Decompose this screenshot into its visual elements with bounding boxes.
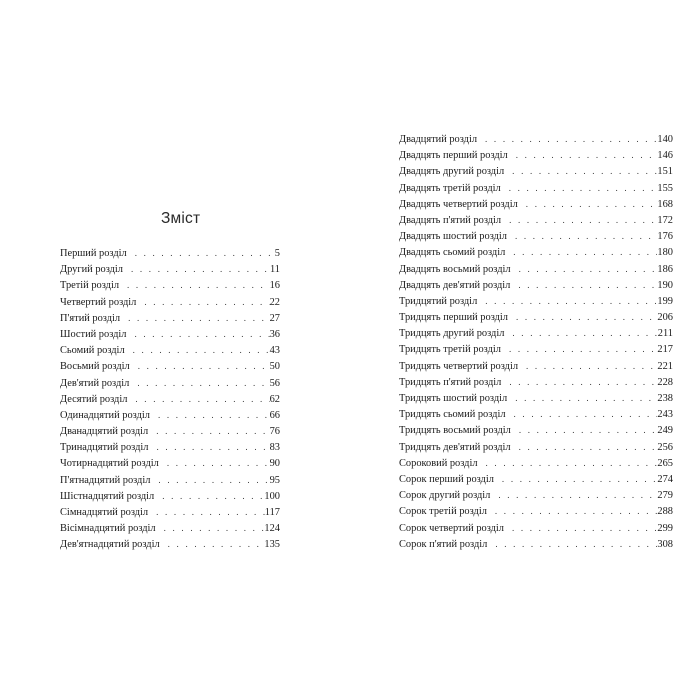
- toc-entry-label: П'ятий розділ: [60, 312, 121, 324]
- toc-entry[interactable]: [399, 180, 673, 196]
- dot-leader: [136, 294, 269, 310]
- toc-entry-label: Дванадцятий розділ: [60, 426, 149, 438]
- toc-entry-label: П'ятнадцятий розділ: [60, 474, 151, 486]
- toc-entry-label: Двадцять другий розділ: [399, 166, 505, 178]
- toc-entry-page-number: 274: [657, 473, 673, 485]
- toc-entry-label: Сімнадцятий розділ: [60, 507, 149, 518]
- dot-leader: [511, 422, 658, 438]
- toc-entry[interactable]: [399, 261, 673, 277]
- toc-entry[interactable]: [399, 341, 673, 357]
- toc-entry[interactable]: [399, 358, 673, 374]
- dot-leader: [127, 245, 275, 261]
- dot-leader: [511, 261, 658, 277]
- toc-entry[interactable]: [60, 342, 280, 358]
- right-page: [350, 0, 700, 700]
- toc-entry[interactable]: [60, 277, 280, 293]
- toc-entry-label: Шістнадцятий розділ: [60, 490, 155, 502]
- dot-leader: [501, 374, 657, 390]
- toc-entry-page-number: 228: [657, 376, 673, 388]
- dot-leader: [148, 439, 269, 455]
- toc-entry[interactable]: [399, 422, 673, 438]
- toc-entry-page-number: 180: [657, 247, 673, 259]
- toc-entry-label: Сорок третій розділ: [399, 506, 487, 518]
- dot-leader: [148, 504, 265, 520]
- dot-leader: [501, 341, 657, 357]
- toc-entry-page-number: 288: [657, 506, 673, 518]
- toc-entry-label: Тридцять шостий розділ: [399, 393, 508, 404]
- toc-entry[interactable]: [60, 326, 280, 342]
- toc-entry-label: Сорок четвертий розділ: [399, 522, 504, 534]
- dot-leader: [125, 342, 270, 358]
- toc-list-left: [60, 245, 280, 553]
- dot-leader: [154, 488, 264, 504]
- toc-entry-page-number: 155: [657, 182, 673, 194]
- toc-entry-page-number: 140: [657, 134, 673, 145]
- dot-leader: [518, 358, 657, 374]
- dot-leader: [123, 261, 270, 277]
- toc-entry-page-number: 11: [269, 264, 280, 276]
- toc-entry-page-number: 117: [264, 507, 280, 518]
- toc-entry[interactable]: [60, 488, 280, 504]
- toc-entry-label: Восьмий розділ: [60, 361, 130, 373]
- toc-entry-label: Сорок перший розділ: [399, 473, 494, 485]
- toc-entry-label: Сорок другий розділ: [399, 490, 491, 502]
- dot-leader: [487, 536, 657, 552]
- toc-entry[interactable]: [60, 472, 280, 488]
- toc-entry-label: Дев'ятий розділ: [60, 377, 130, 389]
- toc-entry[interactable]: [399, 196, 673, 212]
- dot-leader: [501, 212, 657, 228]
- toc-entry[interactable]: [60, 294, 280, 310]
- toc-entry-page-number: 151: [657, 166, 673, 178]
- toc-entry-page-number: 265: [657, 457, 673, 469]
- dot-leader: [160, 536, 265, 552]
- toc-entry-page-number: 56: [269, 377, 280, 389]
- toc-entry-page-number: 135: [264, 539, 280, 551]
- dot-leader: [504, 163, 657, 179]
- toc-entry[interactable]: [60, 439, 280, 455]
- toc-entry-label: Двадцять восьмий розділ: [399, 263, 511, 275]
- dot-leader: [518, 196, 658, 212]
- dot-leader: [148, 423, 269, 439]
- dot-leader: [478, 455, 658, 471]
- toc-entry[interactable]: [60, 504, 280, 520]
- toc-entry-label: Вісімнадцятий розділ: [60, 523, 156, 535]
- toc-entry-page-number: 146: [657, 150, 673, 162]
- toc-entry-label: Тридцять другий розділ: [399, 328, 505, 340]
- toc-entry-label: Двадцять дев'ятий розділ: [399, 279, 511, 291]
- dot-leader: [508, 309, 657, 325]
- toc-entry[interactable]: [399, 471, 673, 487]
- toc-entry-label: Десятий розділ: [60, 393, 128, 405]
- toc-entry-label: Двадцять шостий розділ: [399, 231, 507, 243]
- dot-leader: [505, 244, 657, 260]
- toc-entry[interactable]: [399, 147, 673, 163]
- dot-leader: [504, 325, 657, 341]
- toc-entry[interactable]: [60, 520, 280, 536]
- toc-entry-page-number: 221: [657, 360, 673, 372]
- toc-entry-label: Двадцятий розділ: [399, 134, 478, 145]
- toc-entry-page-number: 206: [657, 312, 673, 324]
- toc-entry-label: Сьомий розділ: [60, 345, 125, 357]
- toc-entry[interactable]: [399, 131, 673, 147]
- toc-entry-page-number: 27: [269, 312, 280, 324]
- toc-entry[interactable]: [60, 407, 280, 423]
- toc-entry[interactable]: [399, 293, 673, 309]
- toc-entry[interactable]: [60, 391, 280, 407]
- toc-entry-label: Тридцять перший розділ: [399, 312, 508, 324]
- toc-entry-label: Одинадцятий розділ: [60, 409, 150, 421]
- dot-leader: [494, 471, 657, 487]
- toc-entry[interactable]: [399, 228, 673, 244]
- toc-entry-page-number: 62: [269, 393, 280, 405]
- toc-entry-label: Тридцять восьмий розділ: [399, 425, 511, 437]
- dot-leader: [159, 455, 270, 471]
- toc-entry-label: Сорок п'ятий розділ: [399, 538, 488, 550]
- dot-leader: [150, 472, 269, 488]
- dot-leader: [120, 310, 270, 326]
- dot-leader: [119, 277, 270, 293]
- toc-entry[interactable]: [60, 358, 280, 374]
- toc-entry-label: Третій розділ: [60, 280, 120, 292]
- toc-entry-page-number: 186: [657, 263, 673, 275]
- toc-entry-label: Дев'ятнадцятий розділ: [60, 539, 160, 551]
- toc-entry-label: Тридцять четвертий розділ: [399, 360, 519, 372]
- toc-entry-label: Тридцятий розділ: [399, 295, 478, 307]
- dot-leader: [477, 293, 657, 309]
- dot-leader: [156, 520, 265, 536]
- dot-leader: [510, 277, 657, 293]
- dot-leader: [507, 228, 657, 244]
- toc-entry-page-number: 172: [657, 214, 673, 226]
- toc-entry-page-number: 66: [269, 409, 280, 421]
- toc-entry-page-number: 83: [269, 442, 280, 454]
- toc-entry-page-number: 217: [657, 344, 673, 356]
- toc-entry[interactable]: [399, 212, 673, 228]
- toc-entry-page-number: 190: [657, 279, 673, 291]
- dot-leader: [507, 390, 657, 406]
- toc-entry-label: Четвертий розділ: [60, 296, 137, 308]
- toc-entry[interactable]: [399, 406, 673, 422]
- toc-entry-label: Шостий розділ: [60, 328, 127, 340]
- toc-entry-page-number: 100: [264, 490, 280, 502]
- dot-leader: [127, 391, 269, 407]
- toc-entry-page-number: 43: [269, 345, 280, 357]
- toc-entry-page-number: 36: [269, 328, 280, 340]
- toc-entry[interactable]: [399, 163, 673, 179]
- dot-leader: [504, 520, 657, 536]
- toc-entry-page-number: 299: [657, 522, 673, 534]
- toc-entry-label: Другий розділ: [60, 264, 123, 276]
- dot-leader: [506, 406, 658, 422]
- toc-entry[interactable]: [60, 245, 280, 261]
- toc-title: Зміст: [161, 210, 201, 227]
- toc-entry-label: Тридцять п'ятий розділ: [399, 376, 502, 388]
- toc-entry-label: Двадцять сьомий розділ: [399, 247, 506, 259]
- toc-entry[interactable]: [399, 503, 673, 519]
- dot-leader: [150, 407, 270, 423]
- toc-entry[interactable]: [60, 455, 280, 471]
- toc-entry-label: Тридцять дев'ятий розділ: [399, 441, 511, 453]
- toc-entry-page-number: 238: [657, 393, 673, 404]
- toc-entry[interactable]: [399, 309, 673, 325]
- toc-entry[interactable]: [60, 375, 280, 391]
- toc-entry-page-number: 249: [657, 425, 673, 437]
- toc-entry-page-number: 256: [657, 441, 673, 453]
- toc-entry[interactable]: [399, 455, 673, 471]
- toc-entry-page-number: 76: [269, 426, 280, 438]
- toc-entry-label: Двадцять четвертий розділ: [399, 198, 518, 210]
- toc-entry-page-number: 5: [274, 248, 280, 259]
- toc-entry-label: Чотирнадцятий розділ: [60, 458, 159, 470]
- dot-leader: [487, 503, 658, 519]
- toc-entry-page-number: 308: [657, 538, 673, 550]
- toc-entry[interactable]: [399, 520, 673, 536]
- dot-leader: [508, 147, 658, 163]
- toc-entry[interactable]: [60, 536, 280, 552]
- dot-leader: [490, 487, 657, 503]
- toc-entry[interactable]: [399, 374, 673, 390]
- toc-entry[interactable]: [399, 325, 673, 341]
- toc-entry[interactable]: [399, 487, 673, 503]
- toc-entry[interactable]: [399, 390, 673, 406]
- toc-entry-page-number: 279: [657, 490, 673, 502]
- toc-entry-page-number: 16: [269, 280, 280, 292]
- toc-entry-page-number: 168: [657, 198, 673, 210]
- dot-leader: [511, 439, 658, 455]
- toc-list-right: [399, 131, 673, 552]
- toc-entry-page-number: 90: [269, 458, 280, 470]
- toc-entry-label: Тридцять сьомий розділ: [399, 409, 506, 421]
- toc-entry[interactable]: [399, 244, 673, 260]
- toc-entry-page-number: 176: [657, 231, 673, 243]
- toc-entry[interactable]: [399, 439, 673, 455]
- dot-leader: [129, 375, 269, 391]
- toc-entry-page-number: 95: [269, 474, 280, 486]
- dot-leader: [501, 180, 658, 196]
- toc-entry[interactable]: [60, 423, 280, 439]
- toc-entry-label: Тринадцятий розділ: [60, 442, 149, 454]
- toc-entry-label: Двадцять перший розділ: [399, 150, 508, 162]
- toc-entry-page-number: 199: [657, 295, 673, 307]
- toc-entry-label: Сороковий розділ: [399, 457, 478, 469]
- toc-entry[interactable]: [60, 261, 280, 277]
- toc-entry[interactable]: [399, 536, 673, 552]
- toc-entry-page-number: 211: [657, 328, 673, 340]
- toc-entry-label: Двадцять третій розділ: [399, 182, 501, 194]
- dot-leader: [477, 131, 657, 147]
- toc-entry-page-number: 243: [657, 409, 673, 421]
- toc-entry[interactable]: [399, 277, 673, 293]
- toc-entry-page-number: 50: [269, 361, 280, 373]
- dot-leader: [130, 358, 270, 374]
- toc-entry-page-number: 124: [264, 523, 280, 535]
- toc-entry-label: Перший розділ: [60, 248, 127, 259]
- toc-entry-page-number: 22: [269, 296, 280, 308]
- toc-entry-label: Тридцять третій розділ: [399, 344, 501, 356]
- toc-entry-label: Двадцять п'ятий розділ: [399, 214, 502, 226]
- dot-leader: [126, 326, 269, 342]
- toc-entry[interactable]: [60, 310, 280, 326]
